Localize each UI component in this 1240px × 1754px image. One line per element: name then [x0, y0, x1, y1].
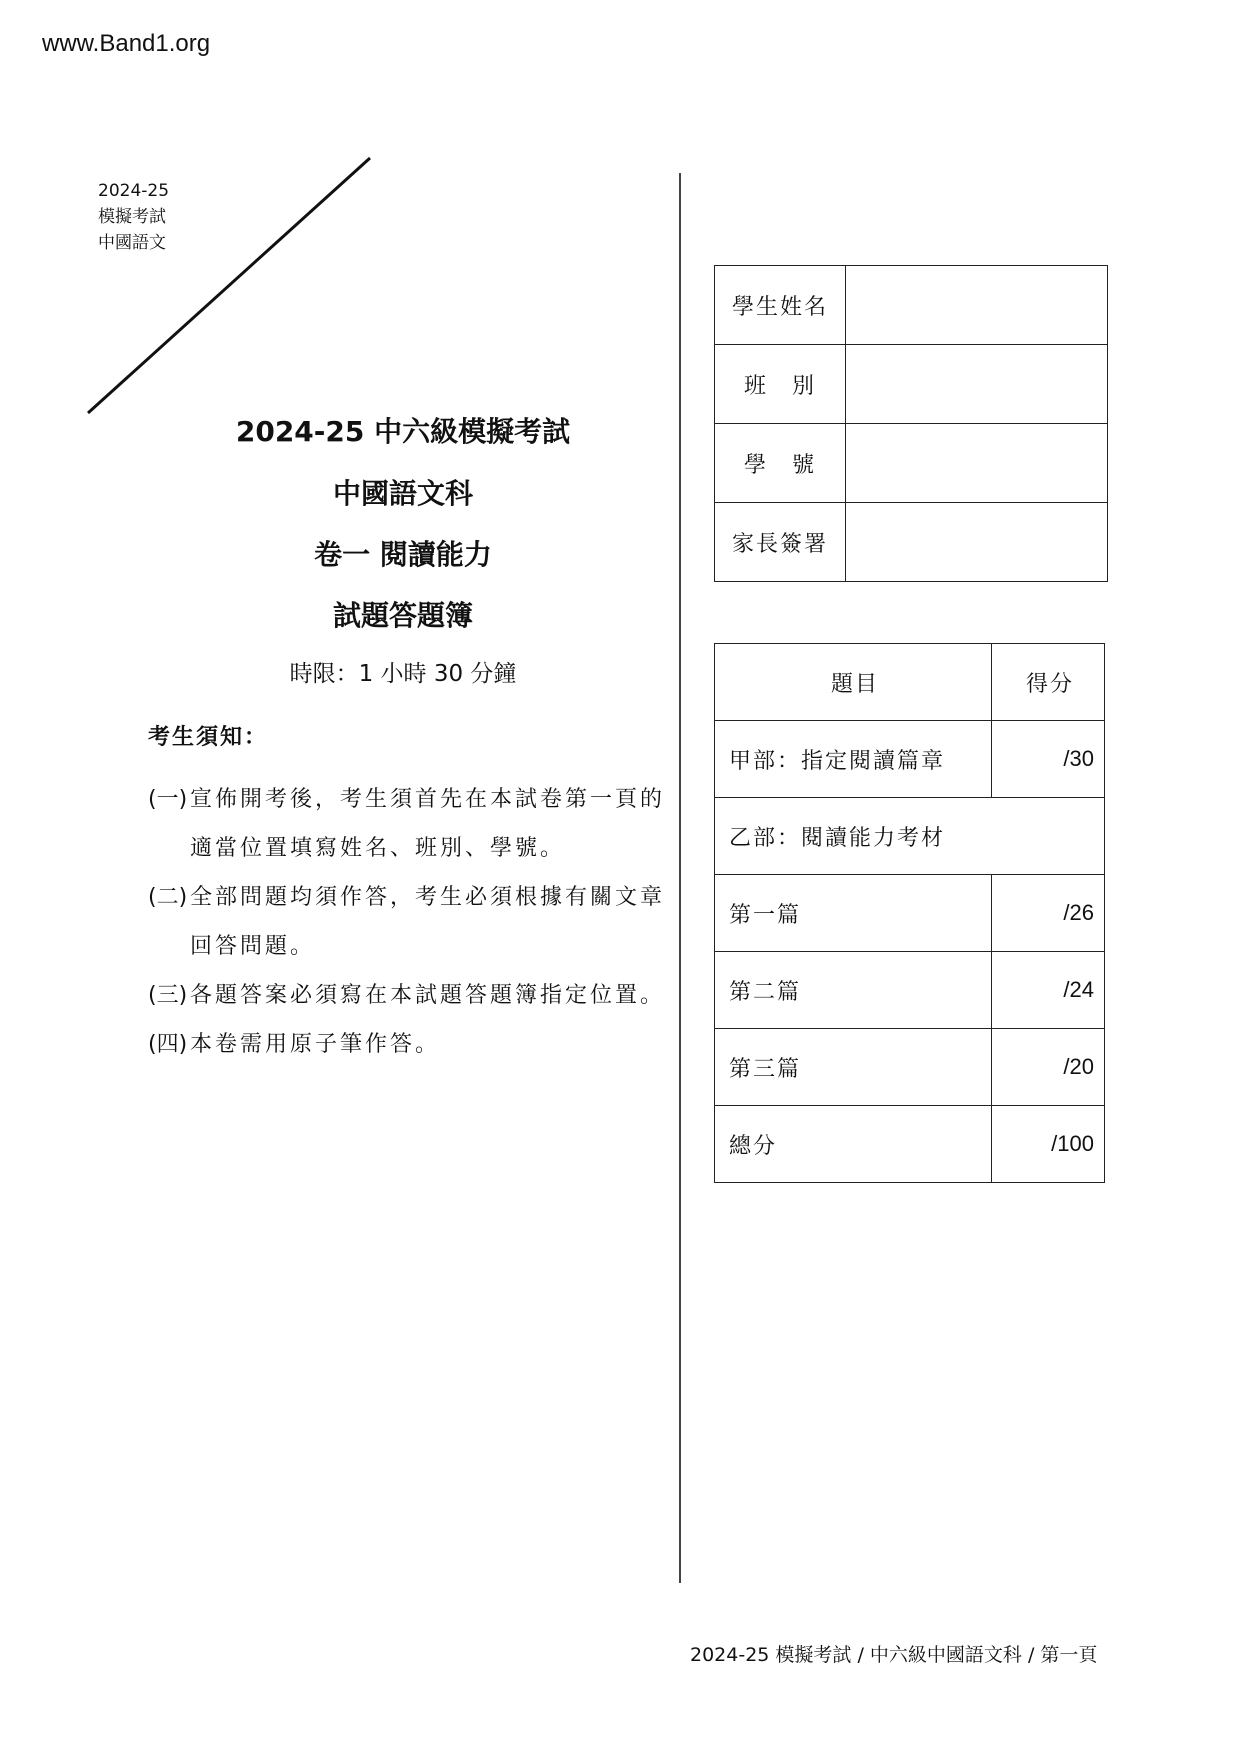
booklet-title: 試題答題簿: [332, 599, 473, 632]
class-label: 班 別: [715, 345, 846, 424]
score-header-item: 題目: [715, 644, 992, 721]
table-row: [715, 503, 1108, 582]
instruction-text: 本卷需用原子筆作答。: [190, 1032, 441, 1057]
corner-subject: 中國語文: [98, 233, 166, 253]
time-limit: 時限：1 小時 30 分鐘: [289, 661, 517, 687]
corner-year: 2024-25: [98, 181, 170, 201]
score-table-header: [715, 644, 1105, 721]
score-item: 第三篇: [715, 1029, 992, 1106]
score-total-item: 總分: [715, 1106, 992, 1183]
table-row: [715, 1106, 1105, 1183]
exam-title: 2024-25 中六級模擬考試: [235, 415, 571, 448]
student-number-label: 學 號: [715, 424, 846, 503]
score-total-value: /100: [992, 1106, 1105, 1183]
table-row: [715, 1029, 1105, 1106]
instruction-number: (二): [148, 885, 188, 910]
instructions-heading: 考生須知：: [148, 725, 269, 750]
instructions-list: [148, 775, 688, 1069]
student-name-label: 學生姓名: [715, 266, 846, 345]
diagonal-line: [0, 0, 400, 420]
score-value: /24: [992, 952, 1105, 1029]
parent-signature-field[interactable]: [846, 503, 1108, 582]
table-row: [715, 875, 1105, 952]
score-header-score: 得分: [992, 644, 1105, 721]
student-name-field[interactable]: [846, 266, 1108, 345]
score-table: [714, 643, 1105, 1183]
score-item: 第一篇: [715, 875, 992, 952]
student-info-table: [714, 265, 1108, 582]
score-value: /26: [992, 875, 1105, 952]
subject-title: 中國語文科: [332, 477, 473, 510]
website-url: www.Band1.org: [42, 30, 211, 57]
page-footer: 2024-25 模擬考試 / 中六級中國語文科 / 第一頁: [690, 1644, 1098, 1666]
instruction-number: (一): [148, 787, 188, 812]
instruction-text: 全部問題均須作答，考生必須根據有關文章回答問題。: [190, 885, 666, 959]
instruction-text: 各題答案必須寫在本試題答題簿指定位置。: [190, 983, 666, 1008]
instruction-number: (四): [148, 1032, 188, 1057]
score-item: 甲部：指定閱讀篇章: [715, 721, 992, 798]
table-row: [715, 345, 1108, 424]
page-divider: [679, 173, 681, 1583]
instruction-item: [148, 971, 688, 1020]
class-field[interactable]: [846, 345, 1108, 424]
parent-signature-label: 家長簽署: [715, 503, 846, 582]
student-number-field[interactable]: [846, 424, 1108, 503]
instruction-text: 宣佈開考後，考生須首先在本試卷第一頁的適當位置填寫姓名、班別、學號。: [190, 787, 666, 861]
table-row: [715, 424, 1108, 503]
paper-title: 卷一 閱讀能力: [314, 538, 492, 571]
table-row: [715, 798, 1105, 875]
instruction-number: (三): [148, 983, 188, 1008]
table-row: [715, 952, 1105, 1029]
instruction-item: [148, 775, 688, 873]
score-value: /30: [992, 721, 1105, 798]
score-section-item: 乙部：閱讀能力考材: [715, 798, 1105, 875]
table-row: [715, 721, 1105, 798]
score-value: /20: [992, 1029, 1105, 1106]
corner-exam: 模擬考試: [98, 207, 166, 227]
instruction-item: [148, 1020, 688, 1069]
table-row: [715, 266, 1108, 345]
score-item: 第二篇: [715, 952, 992, 1029]
instruction-item: [148, 873, 688, 971]
